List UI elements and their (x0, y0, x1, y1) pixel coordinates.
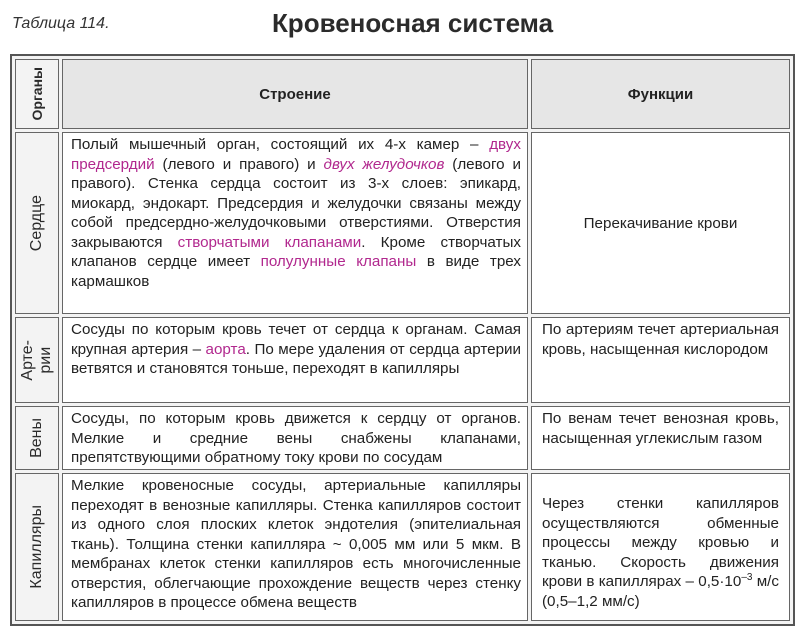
exponent: –3 (741, 571, 753, 583)
text-span: (левого и правого) и (162, 155, 316, 173)
highlight-term: двух желудочков (323, 155, 445, 173)
function-cell-heart: Перекачивание крови (531, 132, 790, 314)
organs-header-cell (15, 59, 59, 129)
organs-header: Органы (29, 67, 45, 121)
text-span: Сосуды по которым кровь течет от сердца к органам. Самая крупная артерия – (71, 321, 521, 358)
organ-label-heart: Сердце (28, 194, 45, 252)
text-span: . По мере удаления от сердца артерии ветвятся и становятся тоньше, переходят в капилляры (71, 340, 521, 377)
highlight-term: двух предсердий (71, 136, 521, 173)
organ-cell-capillaries (15, 473, 59, 621)
organ-label-capillaries: Капилляры (28, 505, 45, 589)
function-cell-arteries: По артериям течет артериальная кровь, насыщенная кислородом (531, 317, 790, 403)
table-label: Таблица 114. (12, 15, 110, 32)
circulatory-table (10, 54, 795, 626)
organ-cell-veins (15, 406, 59, 470)
organ-label-arteries: Арте- рии (19, 339, 54, 381)
highlight-term: аорта (205, 340, 246, 358)
text-span: . Кроме створчатых клапанов сердце имеет (71, 233, 521, 270)
text-span: в виде трех кармашков (71, 253, 521, 290)
text-span: Через стенки капилляров осуществляются обменные процессы между кровью и тканью. Скорость движения крови в капиллярах – 0,5·10 (542, 495, 779, 590)
structure-header: Строение (62, 59, 528, 129)
functions-header: Функции (531, 59, 790, 129)
text-span: Полый мышечный орган, состоящий их 4-х камер – (71, 136, 479, 153)
structure-cell-arteries (62, 317, 528, 403)
structure-cell-capillaries: Мелкие кровеносные сосуды, артериальные капилляры переходят в венозные капилляры. Стенка капилляров состоит из одного слоя плоских клеток эндотелия (эпителиальная ткань). Толщина стенки капилляра ~ 0,005 мм или 5 мкм. В мембранах клеток стенки капилляров есть многочисленные отверстия, облегчающие прохождение веществ через стенку капилляров в процессе обмена веществ (62, 473, 528, 621)
function-cell-capillaries (531, 473, 790, 621)
function-cell-veins: По венам течет венозная кровь, насыщенная углекислым газом (531, 406, 790, 470)
text-span: м/с (0,5–1,2 мм/с) (542, 573, 779, 610)
organ-cell-heart (15, 132, 59, 314)
organ-cell-arteries (15, 317, 59, 403)
highlight-term: полулунные клапаны (260, 253, 417, 270)
organ-label-veins: Вены (28, 418, 45, 458)
structure-cell-veins: Сосуды, по которым кровь движется к сердцу от органов. Мелкие и средние вены снабжены клапанами, препятствующими обратному току крови по сосудам (62, 406, 528, 470)
structure-cell-heart (62, 132, 528, 314)
page-title: Кровеносная система (271, 8, 554, 38)
text-span: (левого и правого). Стенка сердца состоит из 3-х слоев: эпикард, миокард, эндокарт. Предсердия и желудочки связаны между собой предсердно-желудочковыми отверстиями. Отверстия закрываются (71, 155, 521, 251)
highlight-term: створчатыми клапанами (177, 233, 362, 251)
